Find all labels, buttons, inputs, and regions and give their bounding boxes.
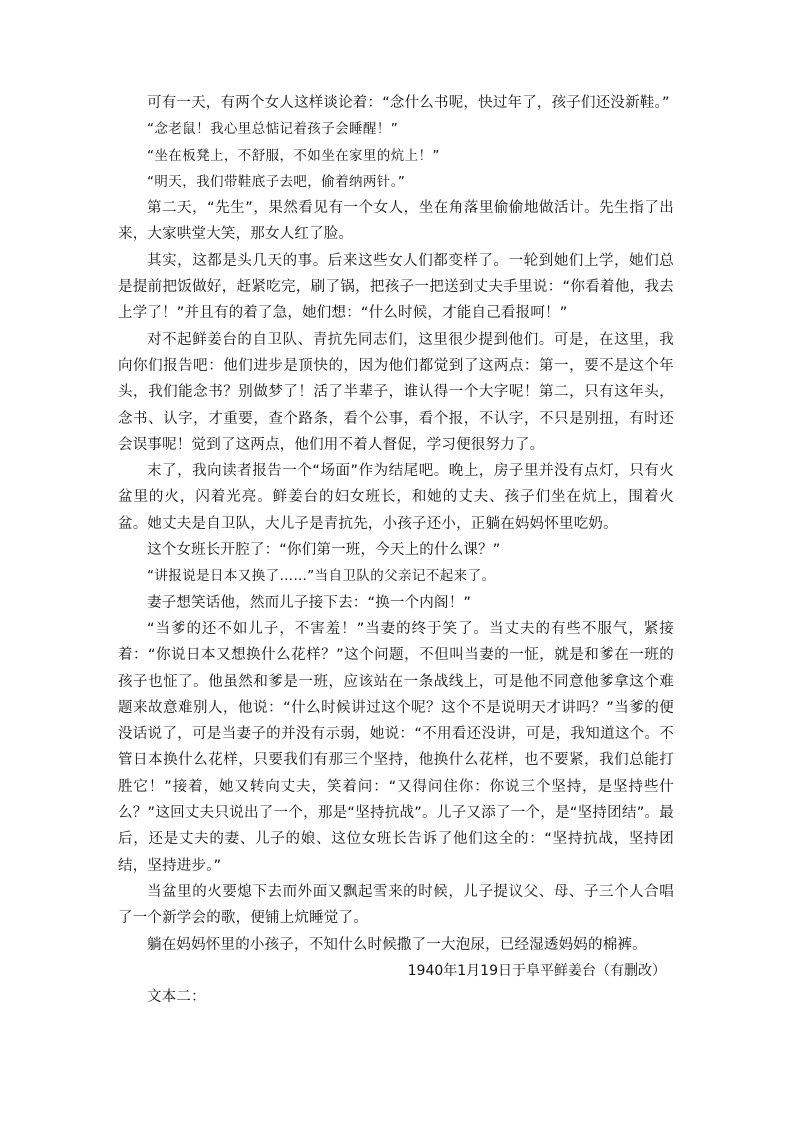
paragraph-8: 末了，我向读者报告一个“场面”作为结尾吧。晚上，房子里并没有点灯，只有火盆里的火，闪着光亮。鲜姜台的妇女班长，和她的丈夫、孩子们坐在炕上，围着火盆。她丈夫是自卫队，大儿子是青抗先，小孩子还小，正躺在妈妈怀里吃奶。	[118, 463, 674, 532]
document-body	[118, 90, 674, 1010]
paragraph-5: 第二天，“先生”，果然看见有一个女人，坐在角落里偷偷地做活计。先生指了出来，大家哄堂大笑，那女人红了脸。	[118, 200, 674, 243]
section-label: 文本二：	[147, 989, 206, 1006]
paragraph-13: 当盆里的火要熄下去而外面又飘起雪来的时候，儿子提议父、母、子三个人合唱了一个新学会的歌，便铺上炕睡觉了。	[118, 883, 674, 927]
paragraph-4: “明天，我们带鞋底子去吧，偷着纳两针。”	[147, 173, 406, 190]
paragraph-12: “当爹的还不如儿子，不害羞！”当妻的终于笑了。当丈夫的有些不服气，紧接着：“你说日本又想换什么花样？”这个问题，不但叫当妻的一怔，就是和爹在一班的孩子也怔了。他虽然和爹是一班，应该站在一条战线上，可是他不同意他爹拿这个难题来故意难别人，他说：“什么时候讲过这个呢？这个不是说明天才讲吗？”当爹的便没话说了，可是当妻子的并没有示弱，她说：“不用看还没讲，可是，我知道这个。不管日本换什么花样，只要我们有那三个坚持，他换什么花样，也不要紧，我们总能打胜它！”接着，她又转向丈夫，笑着问：“又得问住你：你说三个坚持，是坚持些什么？”这回丈夫只说出了一个，那是“坚持抗战”。儿子又添了一个，是“坚持团结”。最后，还是丈夫的妻、儿子的娘、这位女班长告诉了他们这全的：“坚持抗战，坚持团结，坚持进步。”	[118, 620, 674, 874]
paragraph-10: “讲报说是日本又换了……”当自卫队的父亲记不起来了。	[147, 568, 496, 585]
paragraph-2: “念老鼠！我心里总惦记着孩子会睡醒！”	[147, 121, 399, 138]
paragraph-9: 这个女班长开腔了：“你们第一班，今天上的什么课？”	[147, 542, 501, 559]
paragraph-7: 对不起鲜姜台的自卫队、青抗先同志们，这里很少提到他们。可是，在这里，我向你们报告吧：他们进步是顶快的，因为他们都觉到了这两点：第一，要不是这个年头，我们能念书？别做梦了！活了半辈子，谁认得一个大字呢！第二，只有这年头，念书、认字，才重要，查个路条，看个公事，看个报，不认字，不只是别扭，有时还会误事呢！觉到了这两点，他们用不着人督促，学习便很努力了。	[118, 331, 674, 453]
paragraph-6: 其实，这都是头几天的事。后来这些女人们都变样了。一轮到她们上学，她们总是提前把饭做好，赶紧吃完，刷了锅，把孩子一把送到丈夫手里说：“你看着他，我去上学了！”并且有的着了急，她们想：“什么时候，才能自己看报呵！”	[118, 252, 674, 322]
paragraph-14: 躺在妈妈怀里的小孩子，不知什么时候撒了一大泡尿，已经湿透妈妈的棉裤。	[147, 936, 647, 953]
paragraph-3: “坐在板凳上，不舒服，不如坐在家里的炕上！”	[147, 147, 440, 164]
paragraph-11: 妻子想笑话他，然而儿子接下去：“换一个内阁！”	[147, 594, 472, 611]
paragraph-1: 可有一天，有两个女人这样谈论着：“念什么书呢，快过年了，孩子们还没新鞋。”	[147, 95, 670, 111]
signature-line: 1940年1月19日于阜平鲜姜台（有删改）	[407, 962, 666, 979]
